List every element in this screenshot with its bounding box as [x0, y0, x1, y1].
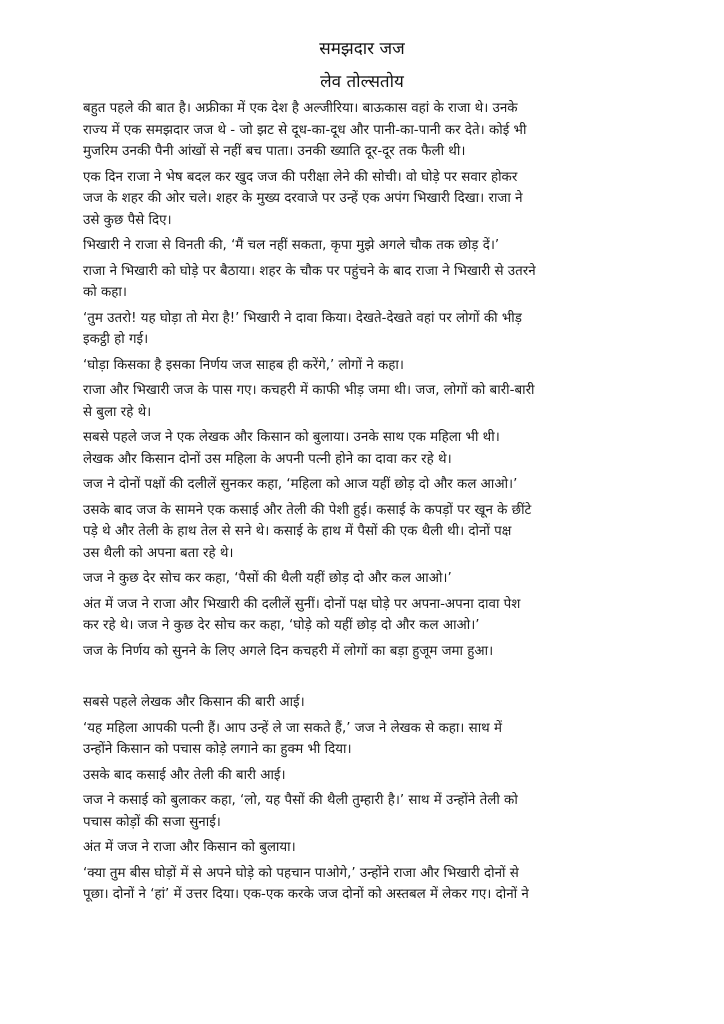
paragraph	[83, 718, 643, 761]
document-body	[83, 98, 643, 910]
paragraph	[83, 837, 643, 859]
text-line: भिखारी ने राजा से विनती की, ‘मैं चल नहीं सकता, कृपा मुझे अगले चौक तक छोड़ दें।’	[83, 238, 500, 253]
text-line: जज के निर्णय को सुनने के लिए अगले दिन कचहरी में लोगों का बड़ा हुजूम जमा हुआ।	[83, 643, 494, 659]
text-line: राजा और भिखारी जज के पास गए। कचहरी में काफी भीड़ जमा थी। जज, लोगों को बारी-बारी	[83, 383, 535, 398]
text-line: ‘घोड़ा किसका है इसका निर्णय जज साहब ही करेंगे,’ लोगों ने कहा।	[83, 357, 404, 373]
section-break	[83, 666, 643, 692]
text-line: मुजरिम उनकी पैनी आंखों से नहीं बच पाता। उनकी ख्याति दूर-दूर तक फैली थी।	[83, 144, 466, 159]
paragraph	[83, 765, 643, 787]
text-line: बहुत पहले की बात है। अफ्रीका में एक देश है अल्जीरिया। बाऊकास वहां के राजा थे। उनके	[83, 101, 518, 116]
paragraph	[83, 568, 643, 590]
text-line: अंत में जज ने राजा और किसान को बुलाया।	[83, 840, 296, 855]
story-section-1	[83, 98, 643, 662]
paragraph	[83, 380, 643, 423]
paragraph	[83, 500, 643, 565]
text-line: पड़े थे और तेली के हाथ तेल से सने थे। कसाई के हाथ में पैसों की एक थैली थी। दोनों पक्ष	[83, 524, 512, 539]
text-line: उसके बाद कसाई और तेली की बारी आई।	[83, 767, 286, 783]
text-line: पूछा। दोनों ने ‘हां’ में उत्तर दिया। एक-एक करके जज दोनों को अस्तबल में लेकर गए। दोनों ने	[83, 887, 529, 902]
text-line: पचास कोड़ों की सजा सुनाई।	[83, 814, 221, 830]
text-line: उसके बाद जज के सामने एक कसाई और तेली की पेशी हुई। कसाई के कपड़ों पर खून के छींटे	[83, 502, 532, 518]
text-line: उन्होंने किसान को पचास कोड़े लगाने का हुक्म भी दिया।	[83, 742, 352, 757]
text-line: राज्य में एक समझदार जज थे - जो झट से दूध-का-दूध और पानी-का-पानी कर देते। कोई भी	[83, 122, 527, 138]
text-line: कर रहे थे। जज ने कुछ देर सोच कर कहा, ‘घोड़े को यहीं छोड़ दो और कल आओ।’	[83, 618, 480, 633]
paragraph	[83, 474, 643, 496]
text-line: सबसे पहले लेखक और किसान की बारी आई।	[83, 695, 305, 710]
text-line: अंत में जज ने राजा और भिखारी की दलीलें सुनीं। दोनों पक्ष घोड़े पर अपना-अपना दावा पेश	[83, 596, 521, 612]
text-line: उसे कुछ पैसे दिए।	[83, 212, 172, 228]
paragraph	[83, 594, 643, 637]
document-author: लेव तोल्सतोय	[320, 72, 404, 92]
paragraph	[83, 863, 643, 906]
text-line: ‘तुम उतरो! यह घोड़ा तो मेरा है!’ भिखारी ने दावा किया। देखते-देखते वहां पर लोगों की भीड़	[83, 310, 522, 326]
text-line: जज ने कसाई को बुलाकर कहा, ‘लो, यह पैसों की थैली तुम्हारी है।’ साथ में उन्होंने तेली को	[83, 793, 518, 808]
text-line: राजा ने भिखारी को घोड़े पर बैठाया। शहर के चौक पर पहुंचने के बाद राजा ने भिखारी से उतरने	[83, 263, 536, 279]
paragraph	[83, 692, 643, 714]
story-section-2	[83, 692, 643, 906]
paragraph	[83, 355, 643, 377]
paragraph	[83, 167, 643, 232]
text-line: सबसे पहले जज ने एक लेखक और किसान को बुलाया। उनके साथ एक महिला भी थी।	[83, 430, 500, 445]
text-line: को कहा।	[83, 285, 127, 300]
paragraph	[83, 261, 643, 304]
paragraph	[83, 235, 643, 257]
paragraph	[83, 308, 643, 351]
text-line: ‘यह महिला आपकी पत्नी हैं। आप उन्हें ले जा सकते हैं,’ जज ने लेखक से कहा। साथ में	[83, 720, 502, 736]
text-line: उस थैली को अपना बता रहे थे।	[83, 545, 234, 561]
text-line: जज ने कुछ देर सोच कर कहा, ‘पैसों की थैली यहीं छोड़ दो और कल आओ।’	[83, 571, 452, 586]
text-line: से बुला रहे थे।	[83, 404, 152, 420]
text-line: जज के शहर की ओर चले। शहर के मुख्य दरवाजे पर उन्हें एक अपंग भिखारी दिखा। राजा ने	[83, 191, 523, 206]
text-line: जज ने दोनों पक्षों की दलीलें सुनकर कहा, ‘महिला को आज यहीं छोड़ दो और कल आओ।’	[83, 477, 518, 492]
paragraph	[83, 641, 643, 663]
text-line: ‘क्या तुम बीस घोड़ों में से अपने घोड़े को पहचान पाओगे,’ उन्होंने राजा और भिखारी दोनों से	[83, 865, 519, 881]
text-line: एक दिन राजा ने भेष बदल कर खुद जज की परीक्षा लेने की सोची। वो घोड़े पर सवार होकर	[83, 169, 518, 185]
paragraph	[83, 790, 643, 833]
paragraph	[83, 98, 643, 163]
text-line: इकट्ठी हो गई।	[83, 332, 149, 347]
text-line: लेखक और किसान दोनों उस महिला के अपनी पत्नी होने का दावा कर रहे थे।	[83, 451, 452, 467]
paragraph	[83, 427, 643, 470]
document-title: समझदार जज	[319, 39, 405, 59]
